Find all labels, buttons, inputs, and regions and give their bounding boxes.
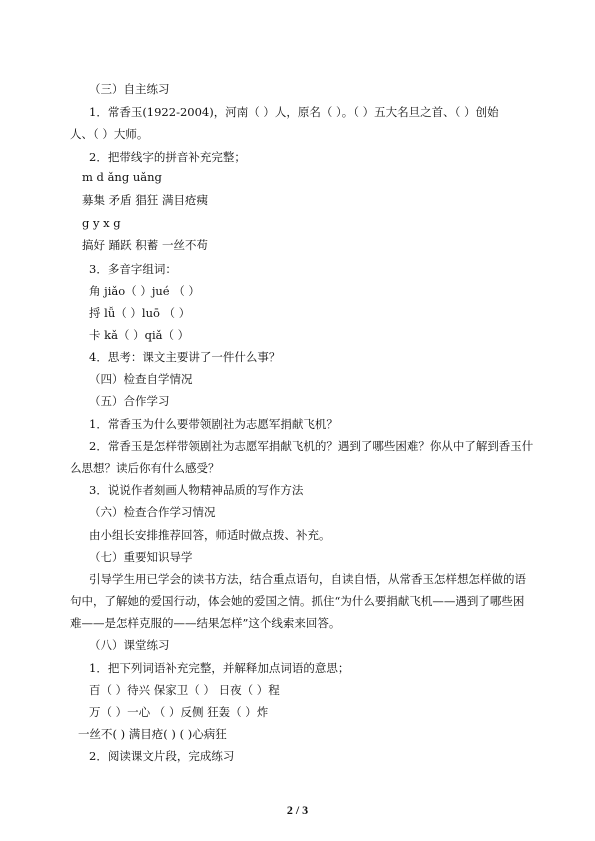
polyphone-3: 卡 kǎ（ ）qiǎ（ ） <box>89 328 190 342</box>
section-heading-5: （五）合作学习 <box>89 394 170 408</box>
pinyin-row-2: g y x g <box>82 216 121 230</box>
pinyin-row-1: m d ǎng uǎng <box>82 170 162 184</box>
coop-question-3: 3．说说作者刻画人物精神品质的写作方法 <box>89 483 304 497</box>
section-6-text: 由小组长安排推荐回答，师适时做点拨、补充。 <box>89 528 331 542</box>
section-heading-8: （八）课堂练习 <box>89 638 170 652</box>
section-7-line-2: 句中，了解她的爱国行动，体会她的爱国之情。抓住“为什么要捐献飞机——遇到了哪些困 <box>70 594 525 608</box>
idiom-row-1: 百（ ）待兴 保家卫（ ） 日夜（ ）程 <box>89 683 280 697</box>
polyphone-2: 捋 lǚ（ ）luō （ ） <box>89 306 191 320</box>
section-7-line-1: 引导学生用已学会的读书方法，结合重点语句，自读自悟，从常香玉怎样想怎样做的语 <box>89 572 526 586</box>
words-row-2: 搞好 踊跃 积蓄 一丝不苟 <box>82 238 208 252</box>
page-number: 2 / 3 <box>286 803 309 817</box>
words-row-1: 募集 矛盾 猖狂 满目疮痍 <box>82 193 208 207</box>
section-heading-4: （四）检查自学情况 <box>89 372 193 386</box>
section-heading-7: （七）重要知识导学 <box>89 550 193 564</box>
question-1-line-2: 人、（ ）大师。 <box>70 127 149 141</box>
section-7-line-3: 难——是怎样克服的——结果怎样”这个线索来回答。 <box>70 616 341 630</box>
idiom-row-2: 万（ ）一心 （ ）反侧 狂轰（ ）炸 <box>89 705 269 719</box>
question-2: 2．把带线字的拼音补充完整； <box>89 150 246 164</box>
exercise-1: 1．把下列词语补充完整，并解释加点词语的意思； <box>89 661 350 675</box>
idiom-row-3: 一丝不( ) 满目疮( ) ( )心病狂 <box>78 727 227 741</box>
polyphone-1: 角 jiǎo（ ）jué （ ） <box>89 284 200 298</box>
question-1-line-1: 1．常香玉(1922-2004)，河南（ ）人，原名（ ）。（ ）五大名旦之首、（ ）创始 <box>89 105 499 119</box>
coop-question-2-line-2: 么思想？读后你有什么感受？ <box>70 461 220 475</box>
coop-question-2-line-1: 2．常香玉是怎样带领剧社为志愿军捐献飞机的？遇到了哪些困难？你从中了解到香玉什 <box>89 439 534 453</box>
section-heading-6: （六）检查合作学习情况 <box>89 505 216 519</box>
exercise-2: 2．阅读课文片段，完成练习 <box>89 749 235 763</box>
question-3: 3．多音字组词： <box>89 262 177 276</box>
coop-question-1: 1．常香玉为什么要带领剧社为志愿军捐献飞机？ <box>89 417 338 431</box>
question-4: 4．思考：课文主要讲了一件什么事？ <box>89 350 281 364</box>
section-heading-3: （三）自主练习 <box>89 82 170 96</box>
